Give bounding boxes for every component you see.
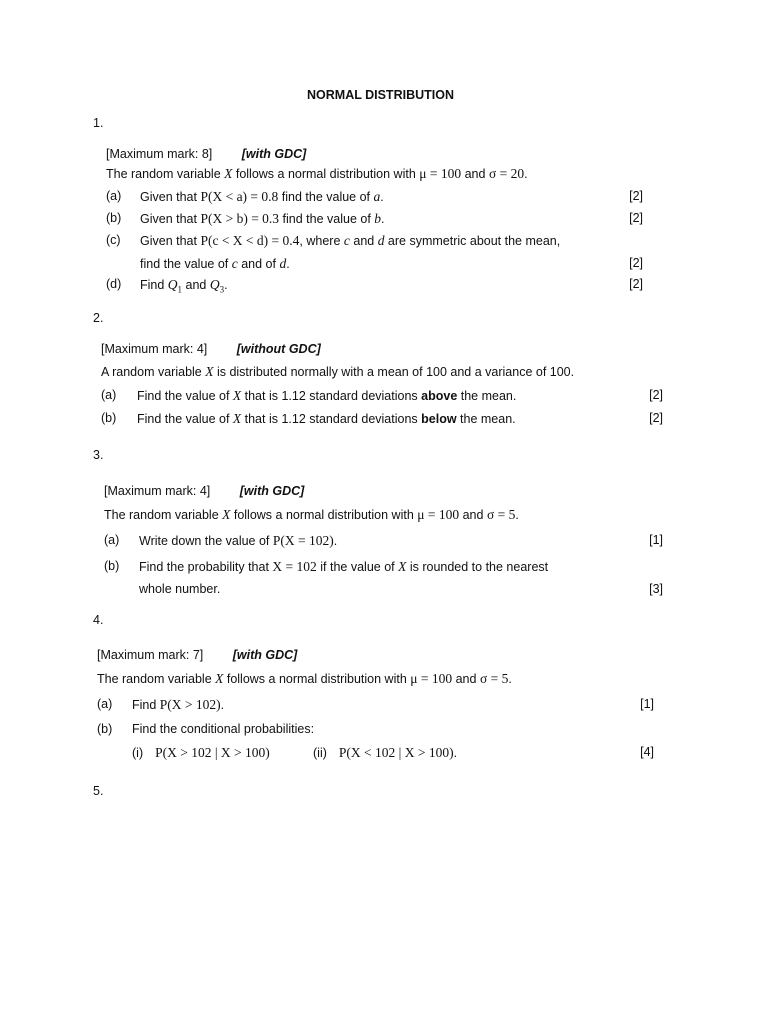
question-2-number: 2. xyxy=(93,311,104,325)
gdc-tag: [with GDC] xyxy=(241,147,307,161)
part-label: (b) xyxy=(97,722,113,736)
question-2a-text: Find the value of X that is 1.12 standard deviations above the mean. xyxy=(137,388,517,403)
question-2-intro: A random variable X is distributed normally with a mean of 100 and a variance of 100. xyxy=(101,364,575,379)
question-2b-text: Find the value of X that is 1.12 standard deviations below the mean. xyxy=(137,411,516,426)
question-1a-text: Given that P(X < a) = 0.8 find the value of a. xyxy=(140,189,384,204)
question-4-intro: The random variable X follows a normal distribution with μ = 100 and σ = 5. xyxy=(97,671,512,686)
mark-value: [2] xyxy=(629,256,643,270)
question-1-intro: The random variable X follows a normal distribution with μ = 100 and σ = 20. xyxy=(106,166,528,181)
question-3-intro: The random variable X follows a normal distribution with μ = 100 and σ = 5. xyxy=(104,507,519,522)
question-4b-sub-i: (i) P(X > 102 | X > 100) xyxy=(132,745,270,760)
part-label: (a) xyxy=(97,697,113,711)
mark-value: [1] xyxy=(640,697,654,711)
part-label: (a) xyxy=(104,533,120,547)
question-2-header xyxy=(101,342,321,356)
gdc-tag: [with GDC] xyxy=(232,648,298,662)
gdc-tag: [without GDC] xyxy=(236,342,321,356)
question-1-number: 1. xyxy=(93,116,104,130)
mark-value: [2] xyxy=(629,211,643,225)
question-3-number: 3. xyxy=(93,448,104,462)
max-mark: [Maximum mark: 4] xyxy=(101,342,208,356)
question-1d-text: Find $Q_1$ and $Q_3$. xyxy=(140,277,228,295)
max-mark: [Maximum mark: 7] xyxy=(97,648,204,662)
part-label: (c) xyxy=(106,233,121,247)
question-5-number: 5. xyxy=(93,784,104,798)
mark-value: [3] xyxy=(649,582,663,596)
part-label: (b) xyxy=(106,211,122,225)
part-label: (b) xyxy=(101,411,117,425)
question-4-number: 4. xyxy=(93,613,104,627)
question-1b-text: Given that P(X > b) = 0.3 find the value of b. xyxy=(140,211,385,226)
part-label: (a) xyxy=(101,388,117,402)
question-4b-sub-ii: (ii) P(X < 102 | X > 100). xyxy=(313,745,458,760)
question-3b-text: Find the probability that X = 102 if the value of X is rounded to the nearest xyxy=(139,559,549,574)
gdc-tag: [with GDC] xyxy=(239,484,305,498)
question-1-header xyxy=(106,147,306,161)
part-label: (b) xyxy=(104,559,120,573)
max-mark: [Maximum mark: 4] xyxy=(104,484,211,498)
mark-value: [2] xyxy=(629,277,643,291)
part-label: (a) xyxy=(106,189,122,203)
mark-value: [2] xyxy=(629,189,643,203)
question-1c-text-line2: find the value of c and of d. xyxy=(140,256,290,271)
part-label: (d) xyxy=(106,277,122,291)
question-1c-text: Given that P(c < X < d) = 0.4, where c and d are symmetric about the mean, xyxy=(140,233,561,248)
page-title: NORMAL DISTRIBUTION xyxy=(307,88,454,102)
max-mark: [Maximum mark: 8] xyxy=(106,147,213,161)
mark-value: [2] xyxy=(649,411,663,425)
question-4b-text: Find the conditional probabilities: xyxy=(132,722,315,736)
question-3-header xyxy=(104,484,304,498)
question-4a-text: Find P(X > 102). xyxy=(132,697,225,712)
question-3a-text: Write down the value of P(X = 102). xyxy=(139,533,338,548)
mark-value: [1] xyxy=(649,533,663,547)
question-4-header xyxy=(97,648,297,662)
question-3b-text-line2: whole number. xyxy=(139,582,221,596)
mark-value: [4] xyxy=(640,745,654,759)
mark-value: [2] xyxy=(649,388,663,402)
